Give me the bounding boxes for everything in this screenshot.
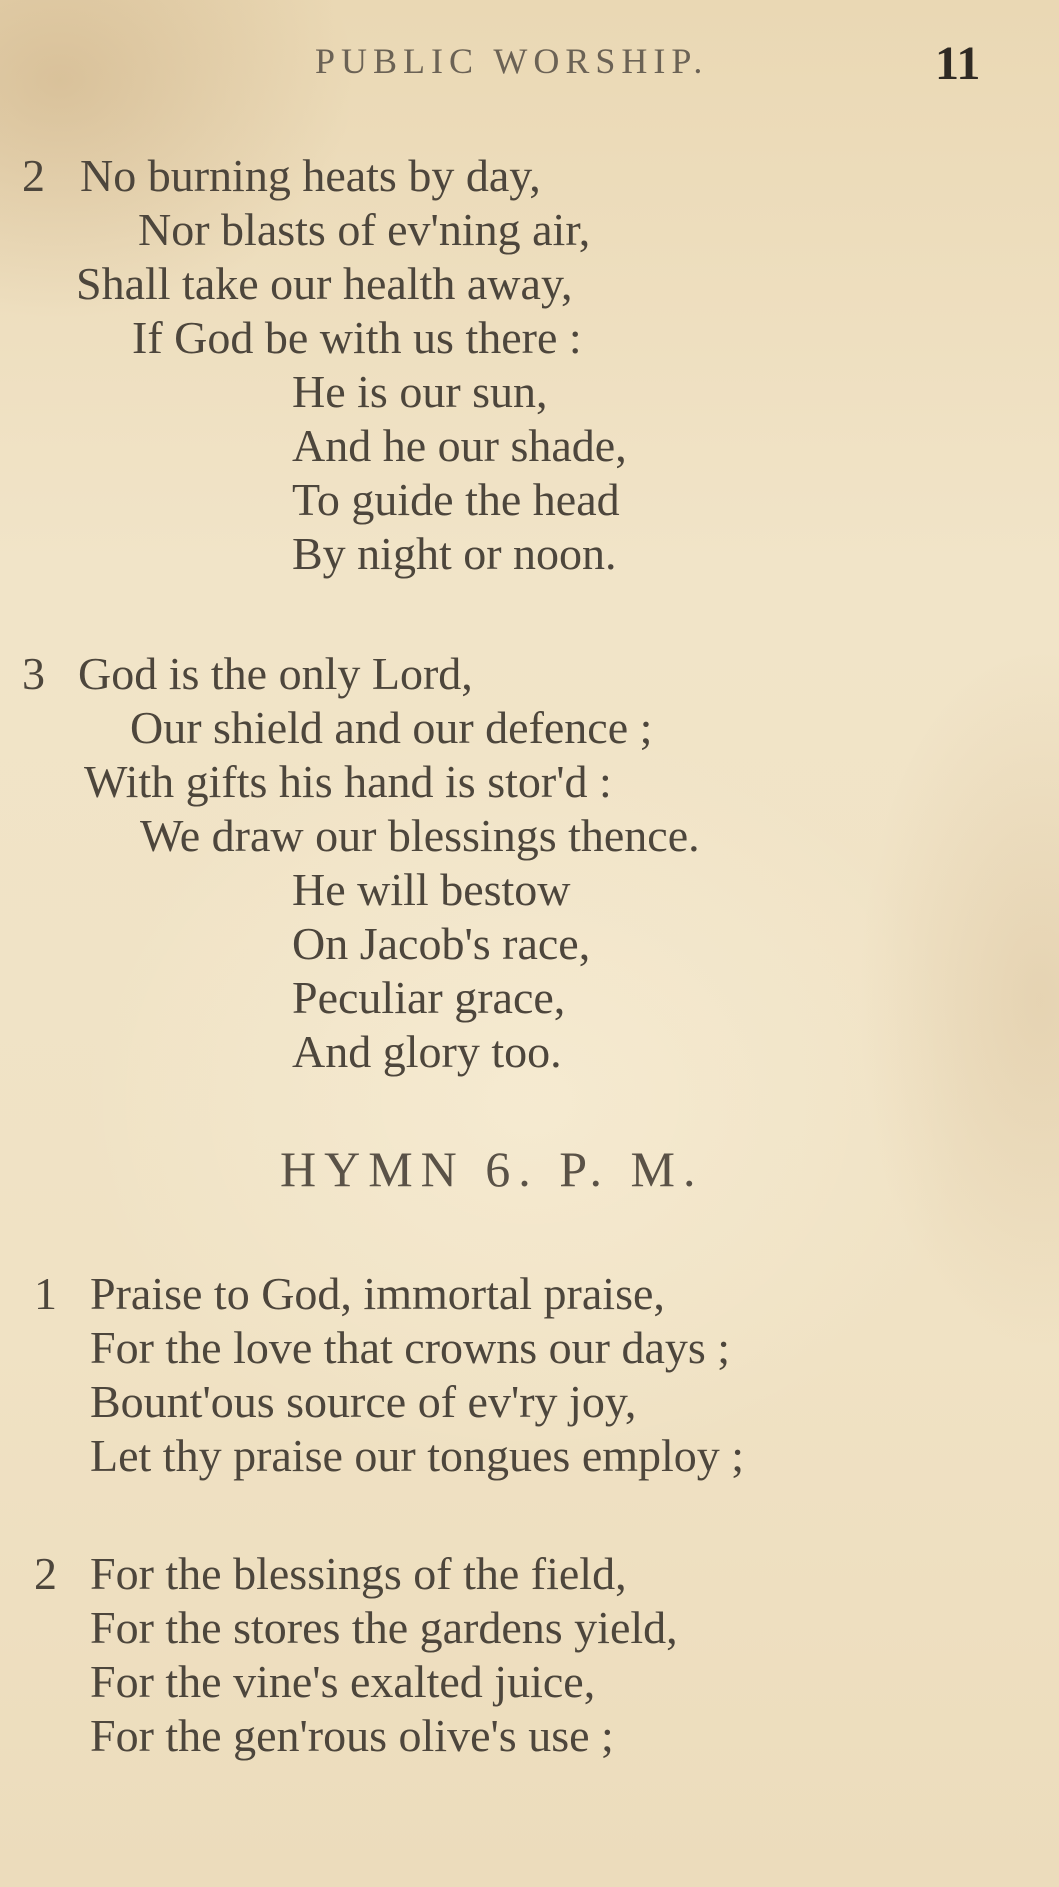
verse-line: And he our shade,: [292, 420, 627, 471]
verse-line: Let thy praise our tongues employ ;: [90, 1430, 745, 1481]
verse-line: For the gen'rous olive's use ;: [90, 1710, 614, 1761]
verse-line: For the love that crowns our days ;: [90, 1322, 731, 1373]
verse-line: Shall take our health away,: [76, 258, 573, 309]
verse-line: For the vine's exalted juice,: [90, 1656, 596, 1707]
verse-line: Praise to God, immortal praise,: [90, 1268, 665, 1319]
page-number: 11: [935, 37, 981, 90]
verse-line: Peculiar grace,: [292, 972, 566, 1023]
stanza-number: 1: [34, 1268, 57, 1319]
verse-line: With gifts his hand is stor'd :: [84, 756, 612, 807]
verse-line: On Jacob's race,: [292, 918, 591, 969]
verse-line: Our shield and our defence ;: [130, 702, 653, 753]
verse-line: No burning heats by day,: [80, 150, 541, 201]
verse-line: And glory too.: [292, 1026, 562, 1077]
stanza-number: 2: [34, 1548, 57, 1599]
verse-line: To guide the head: [292, 474, 620, 525]
stanza-number: 2: [22, 150, 45, 201]
verse-line: God is the only Lord,: [78, 648, 473, 699]
verse-line: Bount'ous source of ev'ry joy,: [90, 1376, 637, 1427]
running-title: PUBLIC WORSHIP.: [315, 41, 709, 81]
verse-line: For the blessings of the field,: [90, 1548, 627, 1599]
verse-line: If God be with us there :: [132, 312, 582, 363]
verse-line: For the stores the gardens yield,: [90, 1602, 678, 1653]
stanza-number: 3: [22, 648, 45, 699]
verse-line: He will bestow: [292, 864, 571, 915]
verse-line: By night or noon.: [292, 528, 617, 579]
hymn-title: HYMN 6. P. M.: [280, 1141, 704, 1197]
verse-line: Nor blasts of ev'ning air,: [138, 204, 591, 255]
verse-line: He is our sun,: [292, 366, 548, 417]
verse-line: We draw our blessings thence.: [140, 810, 700, 861]
